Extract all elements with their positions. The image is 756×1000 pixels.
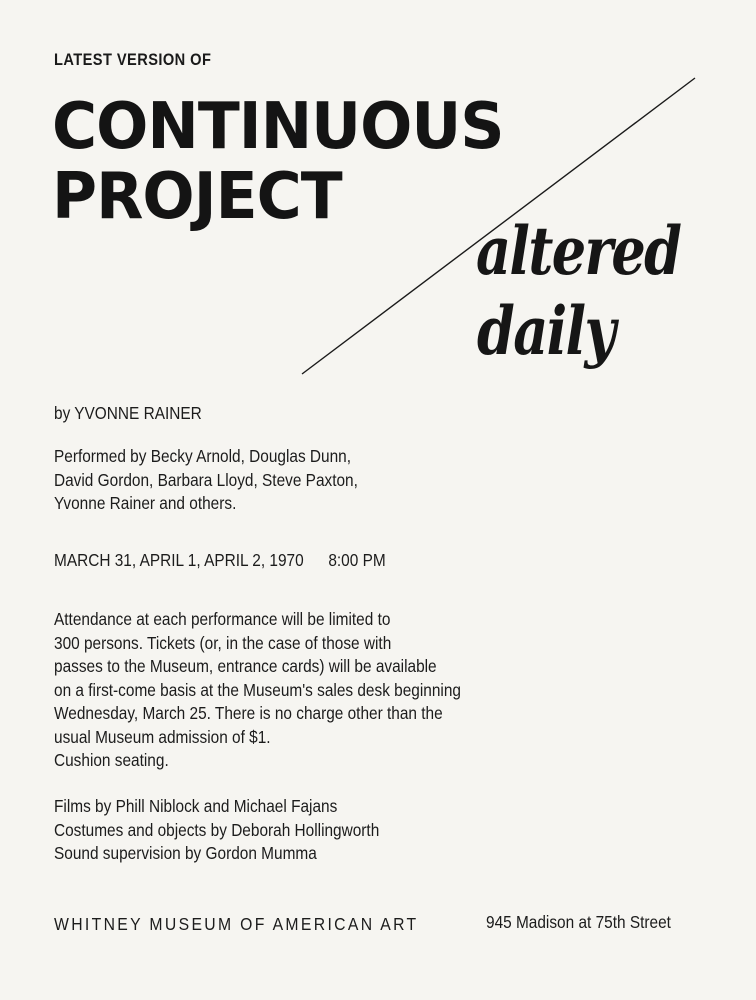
title-line-2: PROJECT (52, 160, 342, 234)
credit-line: Costumes and objects by Deborah Hollingworth (54, 819, 380, 840)
attendance-line: 300 persons. Tickets (or, in the case of those with (54, 632, 392, 653)
performers-line: David Gordon, Barbara Lloyd, Steve Paxton, (54, 469, 358, 490)
credit-line: Sound supervision by Gordon Mumma (54, 843, 317, 863)
attendance-paragraph (54, 608, 461, 773)
author-credit: by YVONNE RAINER (54, 403, 202, 423)
performance-dates-line (54, 549, 386, 573)
attendance-line: usual Museum admission of $1. (54, 726, 271, 747)
kicker-text: LATEST VERSION OF (54, 50, 212, 69)
performers-line: Yvonne Rainer and others. (54, 493, 237, 513)
subtitle-line-2: daily (477, 292, 615, 370)
performance-dates: MARCH 31, APRIL 1, APRIL 2, 1970 (54, 550, 304, 570)
attendance-line: passes to the Museum, entrance cards) will be available (54, 656, 437, 676)
production-credits (54, 795, 379, 866)
museum-address: 945 Madison at 75th Street (486, 912, 671, 932)
title-line-1: CONTINUOUS (52, 90, 504, 164)
performers-line: Performed by Becky Arnold, Douglas Dunn, (54, 446, 352, 466)
subtitle-line-1: altered (476, 212, 681, 290)
performance-time: 8:00 PM (328, 550, 386, 570)
attendance-line: Cushion seating. (54, 750, 169, 770)
attendance-line: Wednesday, March 25. There is no charge other than the (54, 703, 443, 723)
attendance-line: Attendance at each performance will be limited to (54, 609, 391, 629)
museum-name: WHITNEY MUSEUM OF AMERICAN ART (54, 914, 419, 934)
credit-line: Films by Phill Niblock and Michael Fajans (54, 796, 338, 816)
performers-block (54, 445, 358, 516)
attendance-line: on a first-come basis at the Museum's sales desk beginning (54, 679, 461, 700)
